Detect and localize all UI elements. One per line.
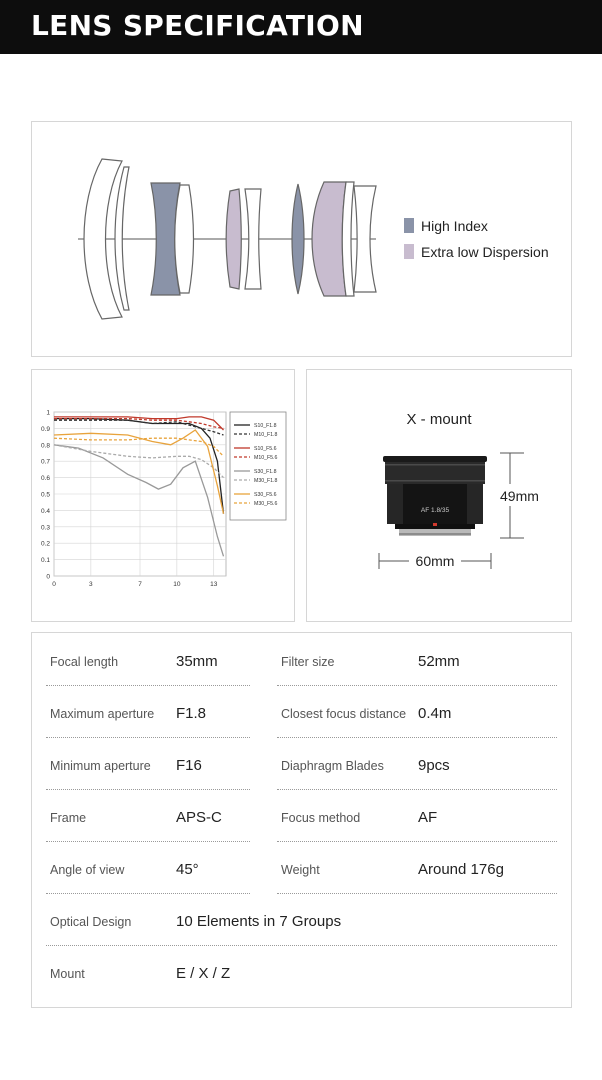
spec-value: 52mm <box>418 653 460 670</box>
mount-panel <box>306 369 572 622</box>
mtf-legend-label: S30_F5.6 <box>254 492 277 498</box>
mtf-legend-label: S30_F1.8 <box>254 469 277 475</box>
high-index-swatch <box>404 218 414 233</box>
y-tick-label: 0.3 <box>40 524 50 532</box>
spec-label: Filter size <box>281 655 335 669</box>
high-index-label: High Index <box>421 218 488 234</box>
spec-row-frame <box>32 789 571 841</box>
x-tick-label: 0 <box>52 581 56 588</box>
mtf-legend-label: M30_F1.8 <box>254 478 278 484</box>
page-title: LENS SPECIFICATION <box>31 9 364 42</box>
lens-element-7-high-index <box>292 184 304 294</box>
y-tick-label: 0.2 <box>40 540 50 548</box>
mtf-legend-label: S10_F1.8 <box>254 423 277 429</box>
x-tick-label: 13 <box>210 581 218 588</box>
y-tick-label: 0.7 <box>40 458 50 466</box>
spec-value: E / X / Z <box>176 965 231 982</box>
y-tick-label: 1 <box>46 409 50 417</box>
page-header <box>0 0 602 54</box>
mtf-legend-label: S10_F5.6 <box>254 446 277 452</box>
x-tick-labels <box>52 581 218 588</box>
mtf-chart-panel <box>31 369 295 622</box>
spec-value: APS-C <box>176 809 222 826</box>
specs-panel <box>31 632 572 1008</box>
lens-element-4 <box>175 185 194 293</box>
extra-low-dispersion-swatch <box>404 244 414 259</box>
spec-label: Focal length <box>50 655 119 669</box>
spec-label: Maximum aperture <box>50 707 155 721</box>
mount-title: X - mount <box>406 411 472 428</box>
spec-row-angle-of-view <box>32 841 571 893</box>
lens-element-8-ed <box>312 182 346 296</box>
y-tick-label: 0.5 <box>40 491 50 499</box>
spec-row-mount <box>32 945 571 997</box>
spec-value: 9pcs <box>418 757 450 774</box>
spec-label: Frame <box>50 811 87 825</box>
y-tick-label: 0 <box>46 573 50 581</box>
mtf-chart <box>32 370 294 621</box>
spec-value: 35mm <box>176 653 218 670</box>
y-tick-label: 0.1 <box>40 557 50 565</box>
spec-value: 10 Elements in 7 Groups <box>176 913 342 930</box>
lens-hood-rim <box>383 456 487 462</box>
x-tick-label: 7 <box>138 581 142 588</box>
mount-index-dot <box>433 523 437 526</box>
lens-structure-panel <box>31 121 572 357</box>
mtf-legend-label: M30_F5.6 <box>254 501 278 507</box>
x-tick-label: 3 <box>89 581 93 588</box>
spec-row-maximum-aperture <box>32 685 571 737</box>
spec-label: Closest focus distance <box>281 707 407 721</box>
spec-label: Focus method <box>281 811 361 825</box>
y-tick-label: 0.4 <box>40 507 50 515</box>
spec-label: Optical Design <box>50 915 132 929</box>
spec-label: Angle of view <box>50 863 125 877</box>
spec-row-optical-design <box>32 893 571 945</box>
lens-marking: AF 1.8/35 <box>420 507 450 514</box>
mtf-legend-label: M10_F1.8 <box>254 432 278 438</box>
lens-element-5-ed <box>226 189 241 289</box>
extra-low-dispersion-label: Extra low Dispersion <box>421 244 549 260</box>
spec-value: 0.4m <box>418 705 452 722</box>
y-tick-label: 0.8 <box>40 442 50 450</box>
height-label: 49mm <box>500 488 539 504</box>
y-tick-label: 0.9 <box>40 425 50 433</box>
spec-label: Diaphragm Blades <box>281 759 384 773</box>
y-tick-labels <box>41 410 50 581</box>
spec-value: AF <box>418 809 438 826</box>
lens-product-drawing <box>307 370 571 621</box>
spec-row-minimum-aperture <box>32 737 571 789</box>
lens-structure-diagram <box>32 122 571 356</box>
spec-label: Weight <box>281 863 320 877</box>
y-tick-label: 0.6 <box>40 475 50 483</box>
mtf-legend-label: M10_F5.6 <box>254 455 278 461</box>
spec-row-focal-length <box>32 633 571 685</box>
spec-label: Minimum aperture <box>50 759 151 773</box>
spec-value: 45° <box>176 861 199 878</box>
width-label: 60mm <box>415 553 455 569</box>
spec-value: F16 <box>176 757 202 774</box>
x-tick-label: 10 <box>173 581 181 588</box>
spec-value: Around 176g <box>418 861 504 878</box>
spec-value: F1.8 <box>176 705 207 722</box>
spec-label: Mount <box>50 967 85 981</box>
